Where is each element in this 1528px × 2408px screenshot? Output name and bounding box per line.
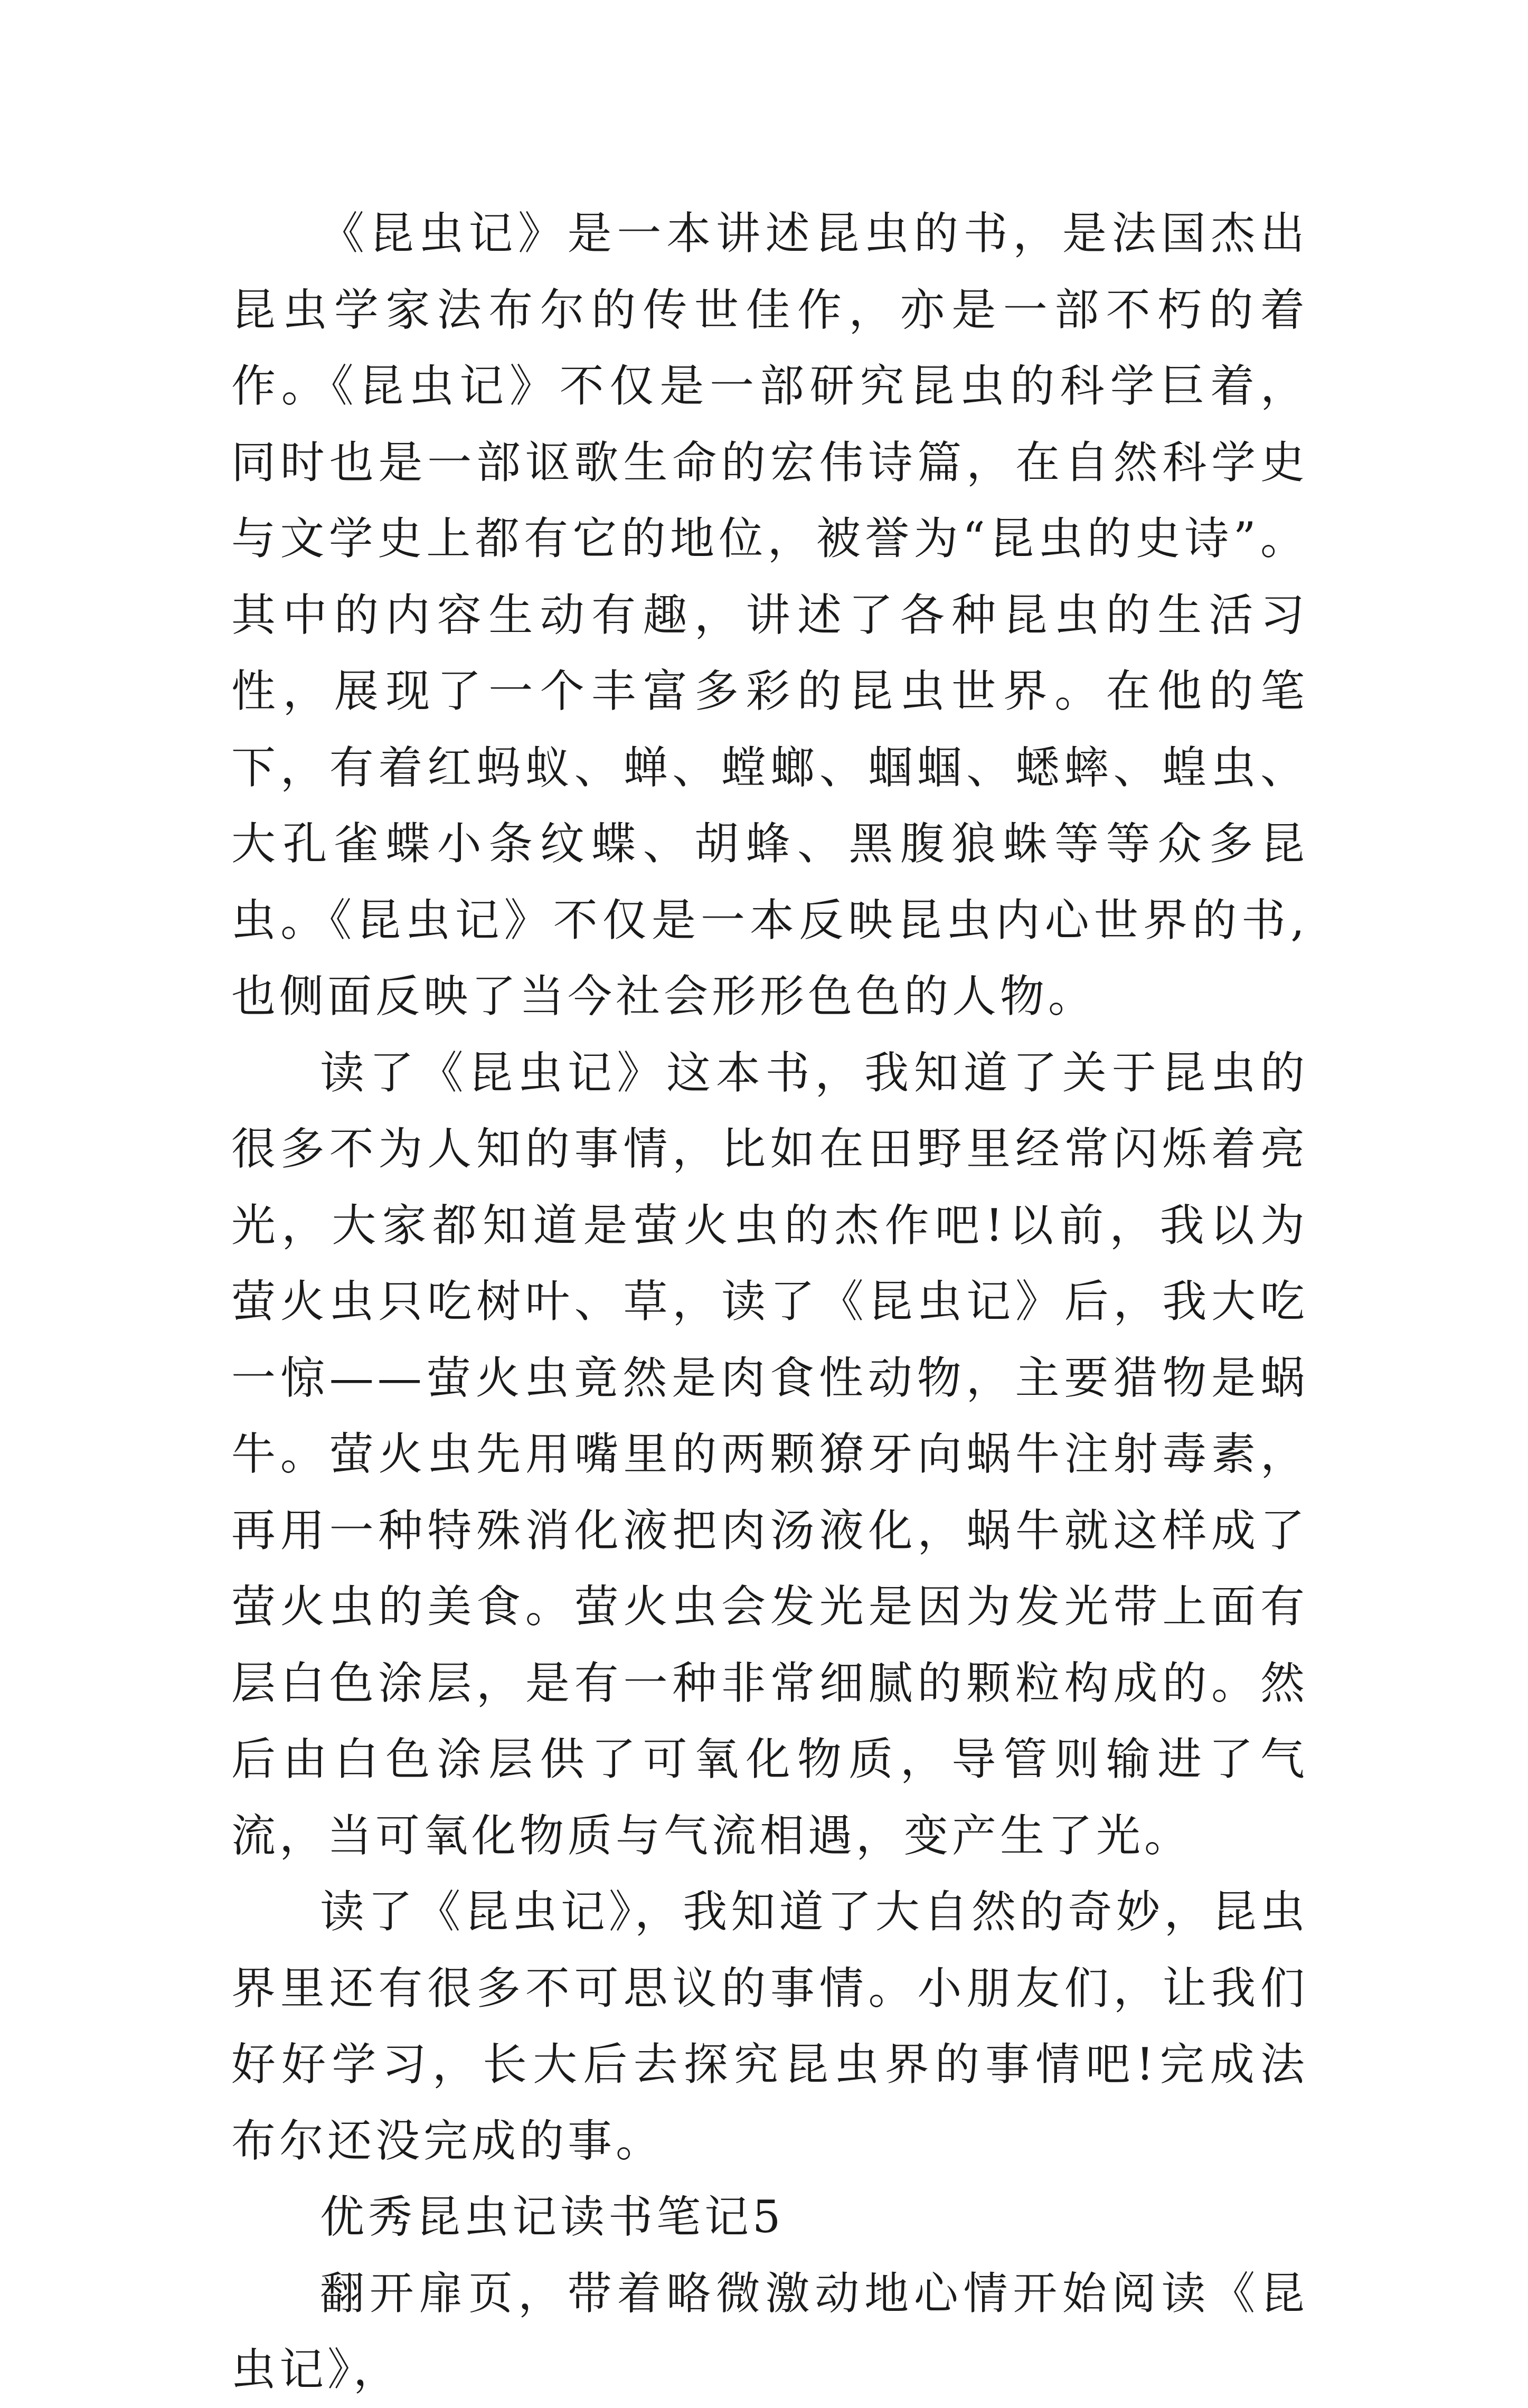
paragraph-intro: 《昆虫记》是一本讲述昆虫的书，是法国杰出昆虫学家法布尔的传世佳作，亦是一部不朽的着作。《昆虫记》不仅是一部研究昆虫的科学巨着，同时也是一部讴歌生命的宏伟诗篇，在自然科学史与文学史上都有它的地位，被誉为“昆虫的史诗”。其中的内容生动有趣，讲述了各种昆虫的生活习性，展现了一个丰富多彩的昆虫世界。在他的笔下，有着红蚂蚁、蝉、螳螂、蝈蝈、蟋蟀、蝗虫、大孔雀蝶小条纹蝶、胡蜂、黑腹狼蛛等等众多昆虫。《昆虫记》不仅是一本反映昆虫内心世界的书,也侧面反映了当今社会形形色色的人物。 [231,207,1308,1022]
paragraph-next-start: 翻开扉页，带着略微激动地心情开始阅读《昆虫记》， [231,2267,1308,2395]
document-body [231,195,1308,2408]
paragraph-conclusion: 读了《昆虫记》，我知道了大自然的奇妙，昆虫界里还有很多不可思议的事情。小朋友们，让我们好好学习，长大后去探究昆虫界的事情吧!完成法布尔还没完成的事。 [231,1886,1308,2167]
paragraph-fireflies: 读了《昆虫记》这本书，我知道了关于昆虫的很多不为人知的事情，比如在田野里经常闪烁着亮光，大家都知道是萤火虫的杰作吧!以前，我以为萤火虫只吃树叶、草，读了《昆虫记》后，我大吃一惊——萤火虫竟然是肉食性动物，主要猎物是蜗牛。萤火虫先用嘴里的两颗獠牙向蜗牛注射毒素，再用一种特殊消化液把肉汤液化，蜗牛就这样成了萤火虫的美食。萤火虫会发光是因为发光带上面有层白色涂层，是有一种非常细腻的颗粒构成的。然后由白色涂层供了可氧化物质，导管则输进了气流，当可氧化物质与气流相遇，变产生了光。 [231,1046,1308,1862]
section-heading: 优秀昆虫记读书笔记5 [320,2191,785,2243]
